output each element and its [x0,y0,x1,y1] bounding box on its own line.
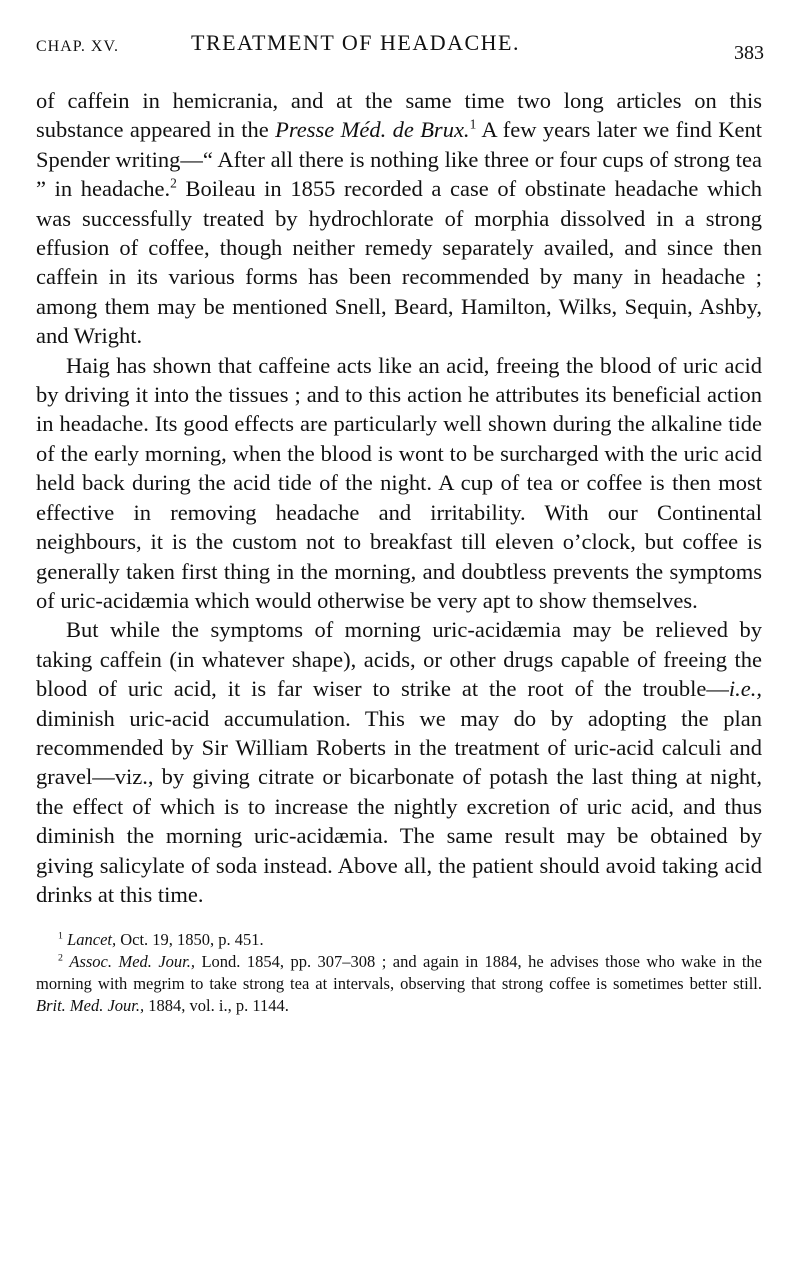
paragraph [36,615,762,909]
text-run: of caffein in hemicrania, and at the same time two long articles on this substance appeared in the [36,88,762,143]
footnote-marker: 2 [170,175,177,191]
text-run: A few years later we find Kent Spender writing—“ After all there is nothing like three or four cups of strong tea ” in headache. [36,117,763,202]
footnote-marker: 2 [58,952,63,964]
italic-text: Assoc. Med. Jour., [69,952,196,972]
footnote [36,951,762,1017]
paragraph [36,86,762,351]
text-run: Oct. 19, 1850, p. 451. [116,930,264,950]
text-run: Lond. 1854, pp. 307–308 ; and again in 1884, he advises those who wake in the morning with megrim to take strong tea at intervals, observing that strong coffee is sometimes better still. [36,952,763,994]
paragraph [36,351,762,616]
text-run: 1884, vol. i., p. 1144. [144,996,289,1016]
italic-text: Presse Méd. de Brux. [275,117,470,143]
text-run: diminish uric-acid accumulation. This we may do by adopting the plan recommended by Sir William Roberts in the treatment of uric-acid calculi and gravel—viz., by giving citrate or bicarbonate of potash the last thing at night, the effect of which is to increase the nightly excretion of uric acid, and thus diminish the morning uric-acidæmia. The same result may be obtained by giving salicylate of soda instead. Above all, the patient should avoid taking acid drinks at this time. [36,705,762,907]
running-title: TREATMENT OF HEADACHE. [191,30,520,55]
italic-text: Lancet, [67,930,117,950]
text-run: Haig has shown that caffeine acts like an acid, freeing the blood of uric acid by driving it into the tissues ; and to this action he attributes its beneficial action in headache. Its good effects are particularly well shown during the alkaline tide of the early morning, when the blood is wont to be surcharged with the uric acid held back during the acid tide of the night. A cup of tea or coffee is then most effective in removing headache and irritability. With our Continental neighbours, it is the custom not to breakfast till eleven o’clock, but coffee is generally taken first thing in the morning, and doubtless prevents the symptoms of uric-acidæmia which would otherwise be very apt to show themselves. [36,352,762,613]
footnote-marker: 1 [469,116,477,132]
text-run: Boileau in 1855 recorded a case of obstinate headache which was successfully treated by hydrochlorate of morphia dissolved in a strong effusion of coffee, though neither remedy separately availed, and since then caffein in its various forms has been recommended by many in headache ; among them may be mentioned Snell, Beard, Hamilton, Wilks, Sequin, Ashby, and Wright. [36,176,763,349]
italic-text: Brit. Med. Jour., [36,996,145,1016]
running-head [36,28,762,64]
footnote-marker: 1 [58,930,63,942]
chapter-label: CHAP. XV. [36,38,119,55]
italic-text: i.e., [728,676,762,702]
footnote [36,929,762,951]
footnotes [36,929,762,1017]
body-text [36,86,762,909]
text-run: But while the symptoms of morning uric-acidæmia may be relieved by taking caffein (in whatever shape), acids, or other drugs capable of freeing the blood of uric acid, it is far wiser to strike at the root of the trouble— [36,617,762,702]
page-number: 383 [734,42,764,64]
